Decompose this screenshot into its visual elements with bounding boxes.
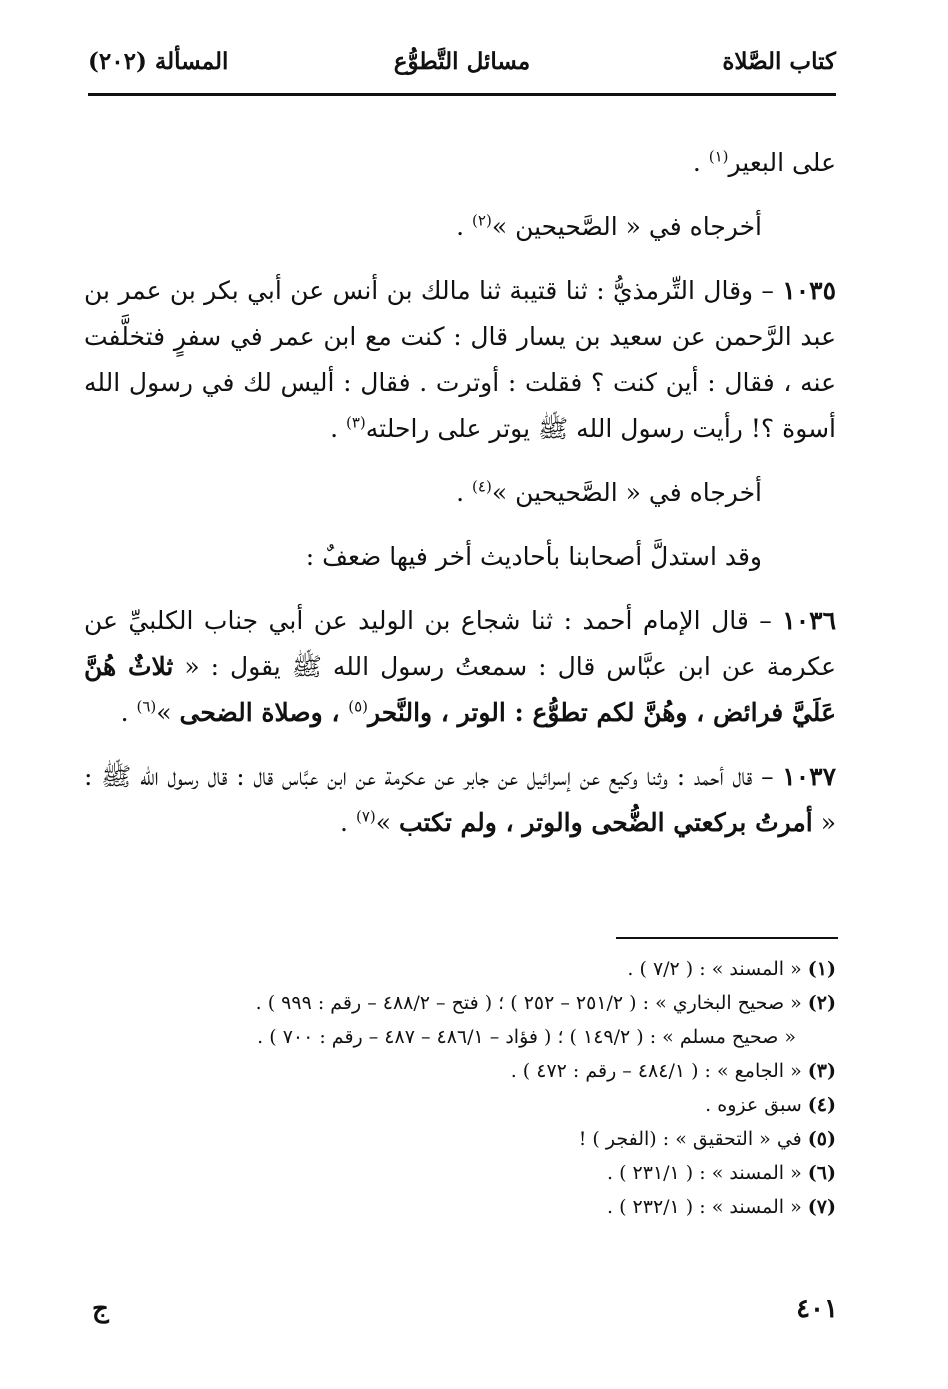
footnotes bbox=[90, 952, 836, 1224]
quoted-text: أمرتُ بركعتي الضُّحى والوتر ، ولم تكتب bbox=[398, 808, 813, 837]
text-run: – قال أحمد : وثنا وكيع عن إسرائيل عن جابر عن عكرمة عن ابن عبَّاس قال : قال رسول الله ﷺ : « bbox=[84, 762, 836, 837]
text-run: . bbox=[692, 148, 709, 177]
text-run: – قال الإمام أحمد : ثنا شجاع بن الوليد عن أبي جناب الكلبيِّ عن عكرمة عن ابن عبَّاس قال : سمعتُ رسول الله ﷺ يقول : « bbox=[84, 606, 837, 681]
paragraph-attribution bbox=[84, 470, 836, 516]
footnote-ref: (٣) bbox=[346, 413, 366, 432]
footnote-divider bbox=[616, 937, 838, 939]
footnote-ref: (٥) bbox=[348, 697, 368, 716]
footnote-item bbox=[90, 952, 836, 986]
footnote-ref: (٦) bbox=[136, 697, 157, 716]
header-divider bbox=[88, 93, 836, 96]
hadith-number: ١٠٣٥ bbox=[782, 276, 836, 305]
text-run: » bbox=[156, 698, 180, 727]
footnote-ref: (١) bbox=[708, 147, 729, 166]
footnote-item bbox=[90, 1122, 836, 1156]
text-run: أخرجاه في « الصَّحيحين » bbox=[491, 212, 762, 241]
hadith-1037 bbox=[84, 754, 836, 846]
paragraph-attribution bbox=[84, 204, 836, 250]
header-chapter-title: مسائل التَّطوُّع bbox=[393, 48, 531, 75]
footnote-text: « صحيح مسلم » : ( ١٤٩/٢ ) ؛ ( فؤاد – ٤٨٦/١ – ٤٨٧ – رقم : ٧٠٠ ) . bbox=[257, 1026, 796, 1048]
footnote-item bbox=[90, 986, 836, 1020]
running-header bbox=[88, 40, 836, 80]
text-run: . bbox=[340, 808, 356, 837]
footnote-ref: (٢) bbox=[472, 211, 492, 230]
footnote-mark: (٢) bbox=[807, 992, 836, 1014]
text-run: وقد استدلَّ أصحابنا بأحاديث أخر فيها ضعفٌ : bbox=[305, 542, 762, 571]
footnote-mark: (٦) bbox=[807, 1162, 836, 1184]
footnote-ref: (٧) bbox=[355, 807, 376, 826]
signature-mark: ج bbox=[92, 1294, 109, 1324]
footnote-text: « الجامع » : ( ٤٨٤/١ – رقم : ٤٧٢ ) . bbox=[510, 1060, 808, 1082]
header-issue-number: المسألة (٢٠٢) bbox=[88, 48, 229, 75]
footnote-mark: (٧) bbox=[807, 1196, 836, 1218]
footnote-mark: (٤) bbox=[807, 1094, 836, 1116]
hadith-number: ١٠٣٦ bbox=[782, 606, 836, 635]
footnote-text: « المسند » : ( ٢٣١/١ ) . bbox=[607, 1162, 808, 1184]
footnote-text: في « التحقيق » : (الفجر ) ! bbox=[578, 1128, 808, 1150]
quoted-text: ثلاثٌ هُنَّ عَلَيَّ فرائض ، وهُنَّ لكم تطوُّع : الوتر ، والنَّحر bbox=[84, 652, 836, 727]
footnote-mark: (٣) bbox=[807, 1060, 836, 1082]
text-run: أخرجاه في « الصَّحيحين » bbox=[491, 478, 762, 507]
footnote-mark: (٥) bbox=[807, 1128, 836, 1150]
text-run: . bbox=[330, 414, 346, 443]
paragraph-continuation bbox=[84, 140, 836, 186]
footnote-text: سبق عزوه . bbox=[705, 1094, 808, 1116]
text-run: – وقال التِّرمذيُّ : ثنا قتيبة ثنا مالك بن أنس عن أبي بكر بن عمر بن عبد الرَّحمن عن سعيد بن يسار قال : كنت مع ابن عمر في سفرٍ فتخلَّفت عنه ، فقال : أين كنت ؟ فقلت : أوترت . فقال : أليس لك في رسول الله أسوة ؟! رأيت رسول الله ﷺ يوتر على راحلته bbox=[84, 276, 836, 443]
footnote-mark: (١) bbox=[807, 958, 836, 980]
footnote-item bbox=[90, 1156, 836, 1190]
paragraph-intro bbox=[84, 534, 836, 580]
footnote-item bbox=[90, 1020, 836, 1054]
hadith-1035 bbox=[84, 268, 836, 452]
text-run: » bbox=[375, 808, 399, 837]
footnote-item bbox=[90, 1088, 836, 1122]
page-number: ٤٠١ bbox=[796, 1294, 838, 1324]
text-run: على البعير bbox=[728, 148, 836, 177]
text-run: . bbox=[120, 698, 137, 727]
hadith-number: ١٠٣٧ bbox=[782, 762, 836, 791]
footnote-item bbox=[90, 1190, 836, 1224]
header-book-title: كتاب الصَّلاة bbox=[722, 48, 836, 75]
footnote-text: « المسند » : ( ٧/٢ ) . bbox=[627, 958, 808, 980]
hadith-1036 bbox=[84, 598, 836, 736]
main-text bbox=[84, 140, 836, 846]
footnote-item bbox=[90, 1054, 836, 1088]
footnote-text: « المسند » : ( ٢٣٢/١ ) . bbox=[607, 1196, 808, 1218]
quoted-text: ، وصلاة الضحى bbox=[179, 698, 349, 727]
footnote-ref: (٤) bbox=[472, 477, 492, 496]
text-run: . bbox=[456, 212, 473, 241]
footnote-text: « صحيح البخاري » : ( ٢٥١/٢ – ٢٥٢ ) ؛ ( فتح – ٤٨٨/٢ – رقم : ٩٩٩ ) . bbox=[255, 992, 808, 1014]
text-run: . bbox=[456, 478, 473, 507]
